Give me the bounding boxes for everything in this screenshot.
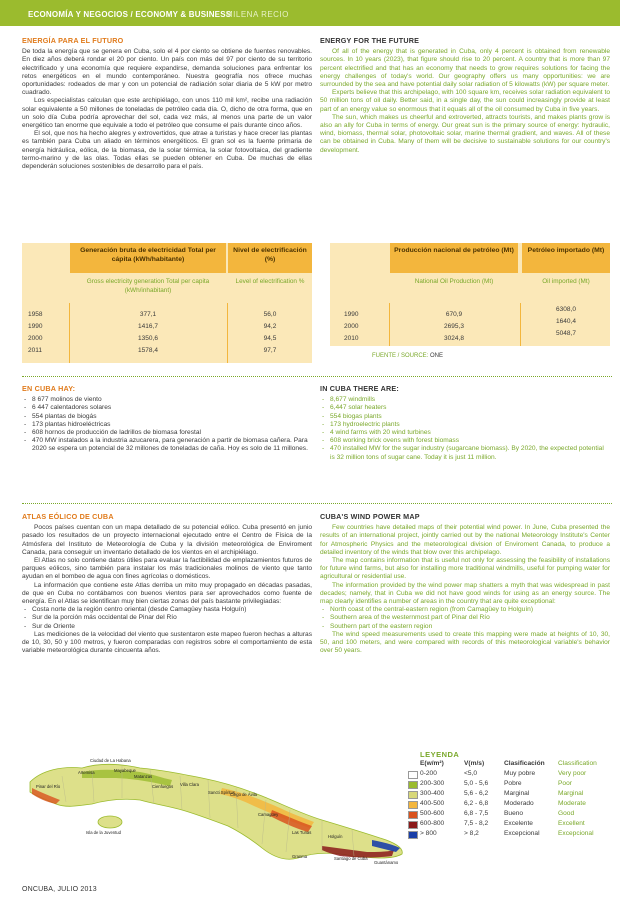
legend-row (408, 820, 608, 829)
legend-row (408, 790, 608, 799)
legend-col-header: Classification (558, 760, 597, 767)
section-divider (22, 376, 612, 377)
atlas-es-paragraph: La información que contiene este Atlas derriba un mito muy propagado en décadas pasadas, de que en Cuba no contábamos con buenos vientos para ser aprovechados como fuente de energía. En el Atlas se identifican muy bien ciertas zonas del país bastante privilegiadas: (22, 581, 312, 606)
wind-map (22, 748, 412, 868)
list-item: - 608 working brick ovens with forest biomass (320, 437, 610, 445)
cuba-has-en-title: IN CUBA THERE ARE: (320, 384, 399, 393)
table-header: Petróleo importado (Mt) (522, 243, 610, 273)
list-item: - 608 hornos de producción de ladrillos de biomasa forestal (22, 429, 312, 437)
legend-class-es: Excepcional (504, 830, 540, 837)
section-title: ECONOMÍA Y NEGOCIOS / ECONOMY & BUSINESS (28, 10, 232, 19)
map-label: Matanzas (134, 774, 153, 779)
legend-energy: 200-300 (420, 780, 445, 787)
intro-en-title: ENERGY FOR THE FUTURE (320, 36, 420, 45)
legend-class-es: Bueno (504, 810, 524, 817)
atlas-en-title: CUBA'S WIND POWER MAP (320, 512, 420, 521)
legend-row (408, 770, 608, 779)
table-header: Generación bruta de electricidad Total per cápita (kWh/habitante) (70, 243, 226, 273)
legend-energy: 400-500 (420, 800, 445, 807)
legend-class-en: Excepcional (558, 830, 594, 837)
table-year: 2011 (28, 347, 42, 354)
list-item: - 6,447 solar heaters (320, 404, 610, 412)
cuba-has-en-column (320, 385, 610, 462)
cuba-has-es-column (22, 385, 312, 454)
atlas-es-paragraph: El Atlas no solo contiene datos útiles para evaluar la factibilidad de emplazamientos futuros de parques eólicos, sino también para instalar los más tradicionales molinos de viento que tanto ayudan en el bombeo de agua con fines agrícolas o domésticos. (22, 557, 312, 581)
legend-speed: 5,6 - 6,2 (464, 790, 489, 797)
map-label: Las Tunas (292, 830, 312, 835)
table-cell: 6308,0 (556, 306, 576, 313)
map-label: Isla de la Juventud (86, 830, 121, 835)
list-item: - Sur de la porción más occidental de Pinar del Río (22, 614, 312, 622)
table-header: Nivel de electrificación (%) (228, 243, 312, 273)
list-item: - 470 installed MW for the sugar industry (sugarcane biomass). By 2020, the expected potential is 32 million tons of sugar cane. Today it is just 11 million. (320, 445, 610, 461)
list-item: - Costa norte de la región centro oriental (desde Camagüey hasta Holguín) (22, 606, 312, 614)
table-header: Producción nacional de petróleo (Mt) (390, 243, 518, 273)
legend-swatch (408, 811, 418, 819)
legend-energy: 600-800 (420, 820, 445, 827)
list-item: - 6 447 calentadores solares (22, 404, 312, 412)
table-cell: 3024,8 (444, 335, 464, 342)
atlas-en-paragraph: Few countries have detailed maps of their potential wind power. In June, Cuba presented the results of an international project, jointly carried out by the national Meteorology Institute's Center for Atmospheric Physics and the meteorological division of Enviroment Canada, to produce a detailed inventory of the winds that blow over this archipelago. (320, 524, 610, 556)
legend-class-es: Marginal (504, 790, 530, 797)
map-label: Santiago de Cuba (334, 856, 368, 861)
intro-en-column (320, 37, 610, 155)
table-year: 1958 (28, 311, 43, 318)
legend-speed: 6,2 - 6,8 (464, 800, 489, 807)
map-label: Camagüey (258, 812, 279, 817)
intro-en-paragraph: Of all of the energy that is generated in Cuba, only 4 percent is obtained from renewable sources. In 10 years (2023), that figure should rise to 20 percent. A country that is more than 97 percent electrified and that has an economy that needs to grow requires solutions for facing the energy challenges of today's world. Our geography offers us many opportunities: we are surrounded by the sea and have potential daily solar radiation of 5 kilowatts (kW) per square meter. (320, 48, 610, 89)
legend-energy: 0-200 (420, 770, 437, 777)
table-cell: 1640,4 (556, 318, 576, 325)
legend-swatch (408, 771, 418, 779)
table-year: 2010 (344, 335, 359, 342)
section-header (0, 0, 620, 26)
author-name: MILENA RECIO (226, 10, 289, 19)
legend-energy: > 800 (420, 830, 437, 837)
table-year: 2000 (344, 323, 359, 330)
legend-energy: 500-600 (420, 810, 445, 817)
table-cell: 97,7 (263, 347, 277, 354)
atlas-es-title: ATLAS EÓLICO DE CUBA (22, 512, 114, 521)
legend-speed: <5,0 (464, 770, 478, 777)
table-year: 1990 (28, 323, 43, 330)
map-label: Holguín (328, 834, 343, 839)
atlas-en-paragraph: The wind speed measurements used to create this mapping were made at heights of 10, 30, 50, and 100 meters, and were compared with records of this meteorological variable's behavior over 50 years. (320, 630, 610, 655)
legend-class-en: Moderate (558, 800, 586, 807)
table-divider (520, 303, 521, 346)
legend-class-en: Excellent (558, 820, 585, 827)
table-cell: 94,2 (263, 323, 277, 330)
legend-speed: 5,0 - 5,6 (464, 780, 489, 787)
list-item: - 8 677 molinos de viento (22, 396, 312, 404)
legend-swatch (408, 821, 418, 829)
atlas-es-paragraph: Pocos países cuentan con un mapa detallado de su potencial eólico. Cuba presentó en junio pasado los resultados de un proyecto internacional ejecutado entre el Centro de Física de la Atmósfera del Instituto de Meteorología de Cuba y la división meteorológica de Enviroment Canada, para conseguir un inventario detallado de los vientos en el archipiélago. (22, 524, 312, 556)
atlas-es-paragraph: Las mediciones de la velocidad del viento que sustentaron este mapeo fueron hechas a alturas de 10, 30, 50 y 100 metros, y fueron comparadas con registros sobre el comportamiento de esta variable meteorológica durante cincuenta años. (22, 630, 312, 655)
cuba-island (30, 764, 402, 859)
legend-class-es: Moderado (504, 800, 534, 807)
legend-row (408, 830, 608, 839)
legend-class-en: Good (558, 810, 575, 817)
legend-energy: 300-400 (420, 790, 445, 797)
intro-es-paragraph: El sol, que nos ha hecho alegres y extrovertidos, que atrae a turistas y hace crecer las plantas es también para Cuba un aliado en términos energéticos. El gran sol es la fuente primaria de energía hidráulica, eólica, de la biomasa, de la solar térmica, la solar fotovoltaica, del gradiente termo-marino y de las olas. Todas ellas se pueden obtener en Cuba. De muchas de ellas dependerán soluciones sostenibles de desarrollo para el país. (22, 130, 312, 171)
legend-row (408, 800, 608, 809)
map-label: Sancti Spíritus (208, 790, 235, 795)
intro-es-paragraph: De toda la energía que se genera en Cuba, solo el 4 por ciento se obtiene de fuentes renovables. En diez años deberá rondar el 20 por ciento. Un país con más del 97 por ciento de su territorio electrificado y una economía que requiere expandirse, demanda soluciones para enfrentar los retos energéticos en el mundo contemporáneo. Nuestra geografía nos ofrece muchas oportunidades: rodeados de mar y con un potencial de radiación solar diaria de 5 kW por metro cuadrado. (22, 48, 312, 97)
list-item: - 470 MW instalados a la industria azucarera, para generación a partir de biomasa cañera. Para 2020 se espera un potencial de 32 millones de toneladas de caña. Hoy es solo de 11 millones. (22, 437, 312, 453)
legend-class-es: Excelente (504, 820, 533, 827)
table-cell: 377,1 (139, 311, 157, 318)
map-label: Ciudad de La Habana (90, 758, 131, 763)
list-item: - North coast of the central-eastern region (from Camagüey to Holguín) (320, 606, 610, 614)
map-label: Guantánamo (374, 860, 399, 865)
list-item: - Sur de Oriente (22, 623, 312, 631)
list-item: - 554 plantas de biogás (22, 413, 312, 421)
list-item: - 173 hydroelectric plants (320, 421, 610, 429)
map-label: Cienfuegos (152, 784, 174, 789)
legend-swatch (408, 801, 418, 809)
source-label: FUENTE / SOURCE: (372, 353, 429, 359)
table-year: 2000 (28, 335, 43, 342)
legend-class-en: Poor (558, 780, 572, 787)
table-cell: 56,0 (263, 311, 277, 318)
map-label: Ciego de Ávila (230, 792, 258, 797)
legend-row (408, 780, 608, 789)
legend-speed: > 8,2 (464, 830, 479, 837)
table-cell: 1416,7 (138, 323, 158, 330)
legend-speed: 7,5 - 8,2 (464, 820, 489, 827)
table-subheader: Oil imported (Mt) (522, 275, 610, 303)
table-year: 1990 (344, 311, 359, 318)
legend-swatch (408, 781, 418, 789)
section-divider (22, 503, 612, 504)
list-item: - 554 biogas plants (320, 413, 610, 421)
cuba-has-es-title: EN CUBA HAY: (22, 384, 76, 393)
map-label: Villa Clara (180, 782, 200, 787)
legend-col-header: E(w/m²) (420, 760, 444, 767)
legend-col-header: V(m/s) (464, 760, 485, 767)
map-label: Pinar del Río (36, 784, 61, 789)
table-subheader: Gross electricity generation Total per capita (kWh/inhabitant) (70, 275, 226, 303)
list-item: - Southern area of the westernmost part of Pinar del Río (320, 614, 610, 622)
table-cell: 1350,6 (138, 335, 158, 342)
legend-title: LEYENDA (420, 750, 460, 759)
table-cell: 670,9 (445, 311, 463, 318)
atlas-en-paragraph: The map contains information that is useful not only for assessing the feasibility of installations for future wind farms, but also for installing more traditional windmills, useful for pumping water for agricultural or residential use. (320, 557, 610, 581)
list-item: - 4 wind farms with 20 wind turbines (320, 429, 610, 437)
legend-row (408, 810, 608, 819)
table-cell: 1578,4 (138, 347, 158, 354)
intro-en-paragraph: The sun, which makes us cheerful and extroverted, attracts tourists, and makes plants grow is also an ally for Cuba in terms of energy. Our great sun is the primary source of energy: hydraulic, wind, biomass, thermal solar, photovoltaic solar, marine thermal gradient, and waves. All of these can be obtained in Cuba. Many of them will be decisive to sustainable solutions for our country's development. (320, 113, 610, 154)
list-item: - 8,677 windmills (320, 396, 610, 404)
atlas-en-paragraph: The information provided by the wind power map shatters a myth that was widespread in past decades; namely, that in Cuba we did not have good winds for using as an energy source. The map clearly identifies a number of areas in the country that are quite exceptional: (320, 581, 610, 606)
atlas-en-column (320, 513, 610, 655)
intro-en-paragraph: Experts believe that this archipelago, with 100 square km, receives solar radiation equivalent to 50 million tons of oil daily. Better said, in a single day, the sun could increasingly provide at least part of an energy value so enormous that it equals all of the oil consumed by Cuba in five years. (320, 89, 610, 113)
legend-class-en: Very poor (558, 770, 587, 777)
list-item: - Southern part of the eastern region (320, 623, 610, 631)
table-cell: 2695,3 (444, 323, 464, 330)
table-cell: 5048,7 (556, 330, 576, 337)
source-value: ONE (430, 353, 444, 359)
legend-speed: 6,8 - 7,5 (464, 810, 489, 817)
legend-class-en: Marginal (558, 790, 584, 797)
map-label: Granma (292, 854, 308, 859)
list-item: - 173 plantas hidroeléctricas (22, 421, 312, 429)
page-footer: ONCUBA, JULIO 2013 (22, 886, 97, 893)
intro-es-paragraph: Los especialistas calculan que este archipiélago, con unos 110 mil km², recibe una radiación solar equivalente a 50 millones de toneladas de petróleo cada día. O, dicho de otra forma, que en un solo día Cuba podría aprovechar del sol, cada vez más, al menos una parte de un valor energético tan enorme que equivale a todo el petróleo que consume el país durante cinco años. (22, 97, 312, 130)
intro-es-title: ENERGÍA PARA EL FUTURO (22, 36, 124, 45)
map-label: Artemisa (78, 770, 95, 775)
legend-class-es: Pobre (504, 780, 522, 787)
atlas-es-column (22, 513, 312, 655)
table-cell: 94,5 (263, 335, 277, 342)
isla-de-la-juventud (98, 816, 122, 828)
legend-swatch (408, 791, 418, 799)
table-subheader: National Oil Production (Mt) (390, 275, 518, 303)
legend-col-header: Clasificación (504, 760, 545, 767)
legend-swatch (408, 831, 418, 839)
table-source (372, 353, 443, 359)
table-subheader: Level of electrification % (228, 275, 312, 303)
intro-es-column (22, 37, 312, 171)
map-label: Mayabeque (114, 768, 136, 773)
legend-class-es: Muy pobre (504, 770, 536, 777)
